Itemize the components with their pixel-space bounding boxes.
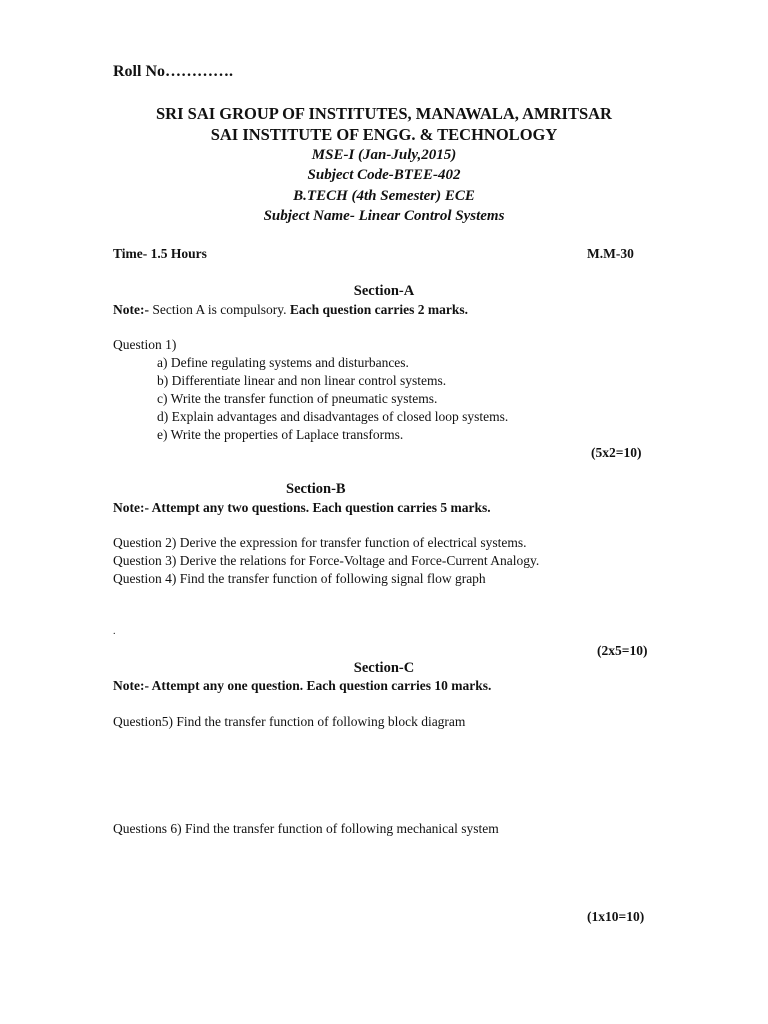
section-b-title: Section-B bbox=[286, 481, 346, 497]
question-2: Question 2) Derive the expression for transfer function of electrical systems. bbox=[113, 535, 527, 550]
question-5: Question5) Find the transfer function of following block diagram bbox=[113, 714, 466, 729]
section-b-marks: (2x5=10) bbox=[597, 643, 648, 658]
question-6: Questions 6) Find the transfer function of following mechanical system bbox=[113, 821, 499, 836]
question-3: Question 3) Derive the relations for Force-Voltage and Force-Current Analogy. bbox=[113, 553, 540, 568]
question-1-part: a) Define regulating systems and disturbances. bbox=[157, 355, 409, 370]
question-1-part: d) Explain advantages and disadvantages of closed loop systems. bbox=[157, 409, 509, 424]
subject-name: Subject Name- Linear Control Systems bbox=[263, 208, 505, 224]
section-c-title: Section-C bbox=[353, 660, 415, 676]
section-a-note-plain: Section A is compulsory. bbox=[152, 302, 287, 317]
section-a-marks: (5x2=10) bbox=[591, 445, 642, 460]
section-c-marks: (1x10=10) bbox=[587, 909, 645, 924]
section-a-note-bold: Each question carries 2 marks. bbox=[286, 302, 468, 317]
course-title: B.TECH (4th Semester) ECE bbox=[293, 188, 475, 204]
question-1-part: b) Differentiate linear and non linear control systems. bbox=[157, 373, 447, 388]
institute-title: SAI INSTITUTE OF ENGG. & TECHNOLOGY bbox=[210, 125, 558, 144]
section-a-note bbox=[113, 302, 468, 318]
section-a-title: Section-A bbox=[353, 283, 415, 299]
section-a-note-prefix: Note:- bbox=[113, 302, 153, 317]
section-b-note: Note:- Attempt any two questions. Each question carries 5 marks. bbox=[113, 500, 491, 515]
question-1-part: c) Write the transfer function of pneumatic systems. bbox=[157, 391, 438, 406]
roll-number-field: Roll No…………. bbox=[113, 63, 233, 80]
institute-group-title: SRI SAI GROUP OF INSTITUTES, MANAWALA, AMRITSAR bbox=[156, 104, 612, 123]
section-c-note: Note:- Attempt any one question. Each question carries 10 marks. bbox=[113, 678, 492, 693]
stray-dot: . bbox=[113, 626, 116, 637]
max-marks: M.M-30 bbox=[587, 246, 634, 261]
exam-title: MSE-I (Jan-July,2015) bbox=[311, 147, 457, 163]
exam-time: Time- 1.5 Hours bbox=[113, 246, 207, 261]
question-1-part: e) Write the properties of Laplace transforms. bbox=[157, 427, 404, 442]
subject-code: Subject Code-BTEE-402 bbox=[307, 167, 461, 183]
question-4: Question 4) Find the transfer function of following signal flow graph bbox=[113, 571, 486, 586]
question-1-label: Question 1) bbox=[113, 337, 177, 352]
